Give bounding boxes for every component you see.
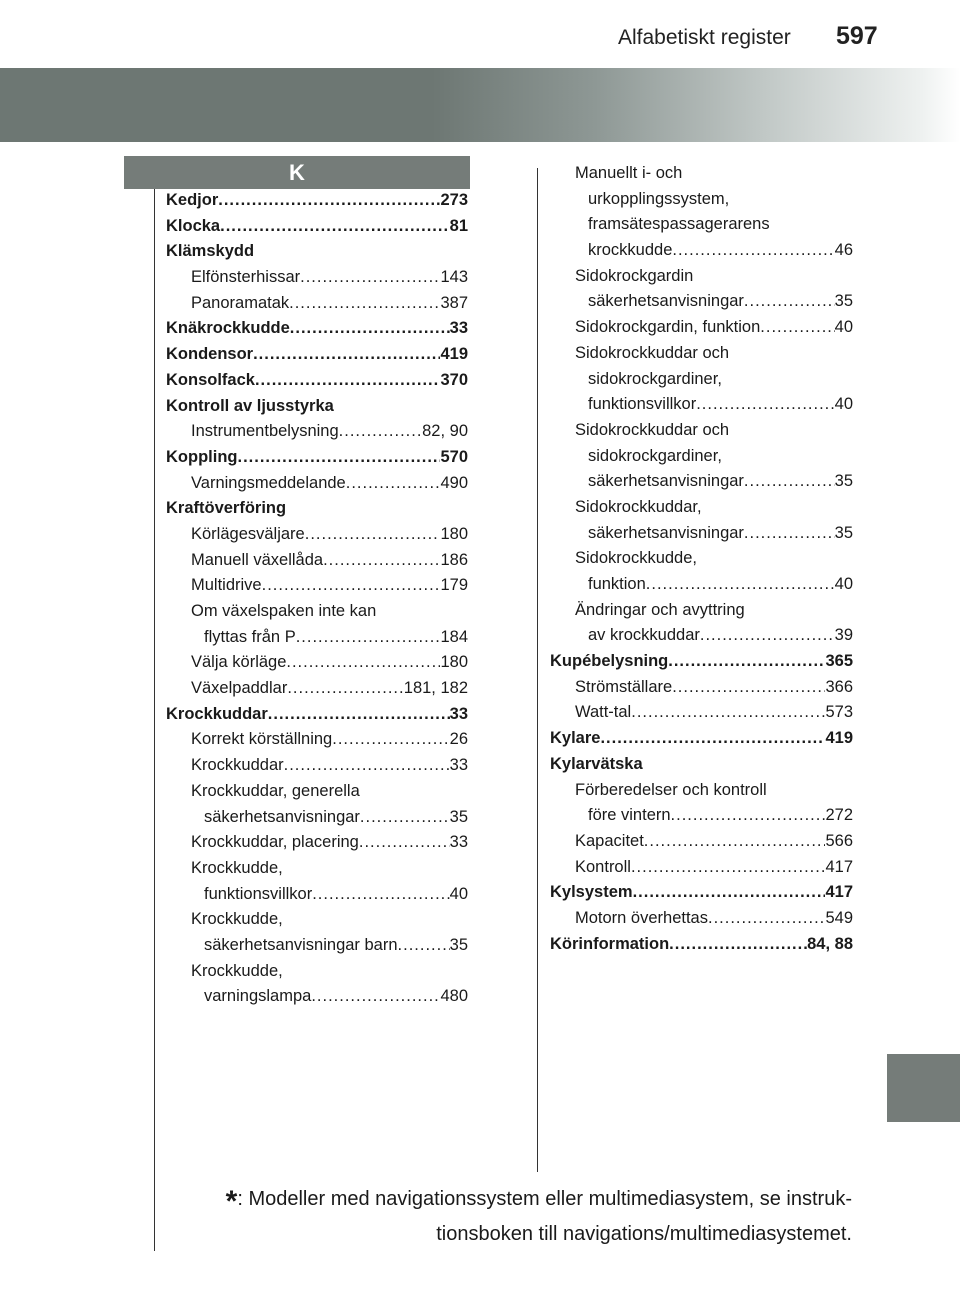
index-entry-leader [253, 342, 440, 368]
index-entry-leader [289, 291, 440, 317]
index-entry [166, 548, 468, 574]
index-entry-term: Kontroll av ljusstyrka [166, 396, 334, 415]
index-entry-leader [633, 880, 826, 906]
index-entry-term: före vintern [588, 806, 671, 825]
index-entry-term: Knäkrockkudde [166, 319, 290, 338]
index-entry-term: Sidokrockkuddar och [575, 343, 730, 362]
index-entry-page: 184 [440, 627, 468, 646]
index-entry [166, 727, 468, 753]
index-entry-term: av krockkuddar [588, 626, 700, 645]
index-entry-leader [284, 753, 450, 779]
index-entry-page: 39 [834, 626, 853, 645]
index-entry-term: Körinformation [550, 934, 670, 953]
index-entry-term: Klocka [166, 216, 221, 235]
index-entry-page: 35 [449, 807, 468, 826]
index-entry-page: 370 [440, 370, 468, 389]
index-entry [166, 933, 468, 959]
index-entry [166, 445, 468, 471]
index-entry [166, 573, 468, 599]
index-entry [166, 471, 468, 497]
index-entry-leader [332, 727, 449, 753]
index-entry [550, 161, 853, 187]
index-entry-leader [339, 419, 422, 445]
index-entry-leader [646, 572, 835, 598]
index-entry [550, 572, 853, 598]
page-number: 597 [836, 22, 878, 50]
index-entry [166, 882, 468, 908]
index-entry [166, 394, 468, 420]
index-entry-term: Manuellt i- och [575, 164, 683, 182]
index-entry [166, 342, 468, 368]
chapter-side-tab [887, 1054, 960, 1122]
index-entry-page: 35 [834, 292, 853, 311]
index-entry-page: 35 [449, 935, 468, 954]
index-entry-term: Kontroll [575, 857, 631, 876]
index-entry-term: sidokrockgardiner, [588, 369, 722, 388]
index-entry [550, 598, 853, 624]
index-entry-leader [311, 984, 440, 1010]
index-entry-leader [744, 289, 835, 315]
index-entry-term: Sidokrockkuddar, [575, 497, 702, 516]
index-entry-leader [290, 316, 450, 342]
index-entry-page: 46 [834, 241, 853, 260]
index-entry [166, 959, 468, 985]
index-entry [550, 726, 853, 752]
index-entry-page: 33 [449, 704, 468, 723]
index-entry-term: funktionsvillkor [204, 884, 313, 903]
index-entry [166, 291, 468, 317]
index-entry-term: Klämskydd [166, 242, 255, 261]
index-entry [550, 700, 853, 726]
index-entry-leader [255, 368, 441, 394]
index-entry-page: 33 [449, 319, 468, 338]
index-entry [166, 368, 468, 394]
index-entry-term: Varningsmeddelande [191, 473, 346, 492]
index-entry-term: Manuell växellåda [191, 550, 324, 569]
index-entry-leader [708, 906, 825, 932]
index-entry-leader [669, 932, 807, 958]
index-entry-term: Krockkuddar [166, 704, 268, 723]
footnote-text-1: : Modeller med navigationssystem eller multimediasystem, se instruk- [237, 1188, 852, 1210]
index-entry-term: krockkudde [588, 241, 673, 260]
index-entry-leader [346, 471, 441, 497]
index-entry-term: Kylare [550, 729, 601, 748]
index-entry-leader [671, 803, 826, 829]
index-entry-term: Koppling [166, 447, 238, 466]
footnote-line-1 [152, 1183, 852, 1218]
index-entry-leader [600, 726, 825, 752]
index-entry-term: säkerhetsanvisningar [588, 472, 744, 491]
index-entry [550, 829, 853, 855]
index-entry-leader [700, 623, 835, 649]
index-entry-page: 549 [825, 908, 853, 927]
index-entry [166, 805, 468, 831]
index-entry-page: 273 [440, 191, 468, 209]
index-entry-term: Konsolfack [166, 370, 255, 389]
index-entry-term: säkerhetsanvisningar barn [204, 935, 398, 954]
index-entry [166, 316, 468, 342]
index-entry-page: 179 [440, 576, 468, 595]
index-entry-term: Växelpaddlar [191, 679, 288, 698]
index-entry [550, 367, 853, 393]
index-entry-page: 480 [440, 987, 468, 1006]
index-entry [166, 496, 468, 522]
index-entry-term: Kapacitet [575, 831, 644, 850]
index-entry [550, 495, 853, 521]
index-entry-page: 40 [834, 395, 853, 414]
index-entry [550, 444, 853, 470]
index-entry-term: säkerhetsanvisningar [588, 292, 744, 311]
index-entry [550, 932, 853, 958]
index-entry-leader [359, 830, 450, 856]
index-entry-leader [218, 188, 440, 214]
index-entry [550, 264, 853, 290]
index-entry [550, 752, 853, 778]
index-entry-leader [296, 625, 441, 651]
index-entry-page: 26 [449, 730, 468, 749]
index-entry [166, 856, 468, 882]
page-header-title: Alfabetiskt register [618, 26, 791, 49]
index-entry [166, 650, 468, 676]
index-entry [166, 907, 468, 933]
index-entry-term: funktion [588, 575, 646, 593]
index-entry-term: Korrekt körställning [191, 730, 333, 749]
index-entry [550, 906, 853, 932]
index-entry-page: 419 [440, 345, 468, 364]
index-entry-page: 82, 90 [422, 422, 468, 441]
index-entry [166, 830, 468, 856]
index-entry-term: Panoramatak [191, 293, 290, 312]
index-entry-leader [644, 829, 826, 855]
index-entry-term: Sidokrockgardin, funktion [575, 318, 761, 337]
index-entry-leader [672, 675, 825, 701]
index-entry-leader [262, 573, 441, 599]
index-entry-term: Om växelspaken inte kan [191, 602, 377, 620]
index-entry-term: Kupébelysning [550, 652, 669, 671]
index-entry [166, 239, 468, 265]
index-column-right [550, 161, 853, 957]
index-entry [166, 676, 468, 702]
index-entry-term: Strömställare [575, 677, 673, 696]
index-entry [550, 546, 853, 572]
index-entry-term: Krockkuddar, placering [191, 833, 359, 852]
header-banner [0, 68, 960, 142]
index-entry-term: säkerhetsanvisningar [588, 523, 744, 542]
index-entry [166, 522, 468, 548]
index-entry-term: Multidrive [191, 576, 262, 595]
index-entry [550, 187, 853, 213]
footnote-marker: * [225, 1185, 238, 1218]
index-entry [166, 188, 468, 214]
index-entry-term: Sidokrockkudde, [575, 549, 697, 568]
index-entry-page: 180 [440, 524, 468, 543]
index-entry [550, 469, 853, 495]
index-entry-leader [744, 469, 835, 495]
index-entry-page: 417 [825, 857, 853, 876]
index-entry-term: framsätespassagerarens [588, 215, 770, 234]
index-entry-page: 573 [825, 703, 853, 722]
index-entry-term: Sidokrockkuddar och [575, 420, 730, 439]
index-entry-page: 365 [825, 652, 853, 671]
index-entry-page: 180 [440, 653, 468, 672]
index-entry-term: Krockkuddar [191, 756, 284, 775]
index-entry [550, 418, 853, 444]
index-entry [166, 984, 468, 1010]
index-entry-page: 181, 182 [403, 679, 468, 698]
index-entry-page: 387 [440, 293, 468, 312]
index-entry-page: 272 [825, 806, 853, 825]
index-entry [550, 341, 853, 367]
index-entry-page: 40 [834, 318, 853, 337]
index-entry-page: 566 [825, 831, 853, 850]
left-column-rule [154, 189, 155, 1251]
index-entry-leader [668, 649, 825, 675]
index-entry-leader [696, 392, 834, 418]
index-entry-term: Sidokrockgardin [575, 266, 694, 285]
index-entry-leader [237, 445, 440, 471]
index-entry-term: Förberedelser och kontroll [575, 780, 767, 799]
index-entry-page: 40 [449, 884, 468, 903]
index-entry-term: Krockkuddar, generella [191, 781, 360, 800]
index-entry-term: Kedjor [166, 191, 219, 209]
index-entry-leader [268, 702, 450, 728]
index-entry-leader [398, 933, 450, 959]
index-entry [550, 778, 853, 804]
index-entry [550, 623, 853, 649]
index-entry-term: sidokrockgardiner, [588, 446, 722, 465]
index-entry-term: funktionsvillkor [588, 395, 697, 414]
index-entry-page: 84, 88 [807, 934, 853, 953]
index-entry-page: 490 [440, 473, 468, 492]
footnote [152, 1183, 852, 1250]
index-column-left [166, 188, 468, 1010]
index-entry-page: 143 [440, 268, 468, 287]
index-entry [550, 675, 853, 701]
index-entry-leader [631, 700, 825, 726]
index-entry-term: säkerhetsanvisningar [204, 807, 360, 826]
index-entry-term: Ändringar och avyttring [575, 600, 745, 619]
index-entry-page: 40 [834, 575, 853, 593]
index-entry [166, 753, 468, 779]
index-entry [550, 855, 853, 881]
index-entry-leader [312, 882, 449, 908]
index-entry-leader [286, 650, 440, 676]
index-entry-term: Elfönsterhissar [191, 268, 301, 287]
index-entry [550, 289, 853, 315]
index-entry-leader [220, 214, 450, 240]
index-entry [550, 212, 853, 238]
index-entry-term: Motorn överhettas [575, 908, 708, 927]
index-entry-leader [305, 522, 441, 548]
index-entry-page: 33 [449, 756, 468, 775]
index-entry [166, 779, 468, 805]
section-letter-bar: K [124, 156, 470, 189]
index-entry [550, 521, 853, 547]
index-entry-page: 186 [440, 550, 468, 569]
right-column-rule [537, 168, 538, 1172]
index-entry-page: 35 [834, 523, 853, 542]
index-entry [550, 238, 853, 264]
index-entry-term: Välja körläge [191, 653, 287, 672]
index-entry [550, 392, 853, 418]
index-entry-leader [631, 855, 826, 881]
index-entry-leader [760, 315, 834, 341]
index-entry-term: Kraftöverföring [166, 499, 287, 518]
index-entry [166, 419, 468, 445]
index-entry-page: 81 [449, 216, 468, 235]
index-entry [550, 803, 853, 829]
index-entry-leader [744, 521, 835, 547]
index-entry-term: Kondensor [166, 345, 254, 364]
index-entry [166, 599, 468, 625]
index-entry-term: Instrumentbelysning [191, 422, 339, 441]
index-entry-term: varningslampa [204, 987, 312, 1006]
index-entry-page: 33 [449, 833, 468, 852]
index-entry-term: Kylsystem [550, 883, 633, 902]
index-entry [550, 315, 853, 341]
index-entry [550, 880, 853, 906]
footnote-text-2: tionsboken till navigations/multimediasystemet. [436, 1223, 852, 1245]
index-entry-term: Watt-tal [575, 703, 632, 722]
index-entry [166, 214, 468, 240]
index-entry-leader [287, 676, 403, 702]
index-entry-page: 570 [440, 447, 468, 466]
index-entry-leader [672, 238, 834, 264]
index-entry-term: Kylarvätska [550, 754, 643, 773]
index-entry-term: flyttas från P [204, 627, 296, 646]
index-entry-term: Krockkudde, [191, 961, 283, 980]
index-entry-page: 417 [825, 883, 853, 902]
index-entry [166, 702, 468, 728]
index-entry [166, 265, 468, 291]
index-entry-leader [300, 265, 440, 291]
index-entry-page: 366 [825, 677, 853, 696]
index-entry [166, 625, 468, 651]
index-entry-page: 35 [834, 472, 853, 491]
index-entry-term: urkopplingssystem, [588, 189, 730, 208]
index-entry-term: Krockkudde, [191, 910, 283, 929]
index-entry-leader [360, 805, 450, 831]
index-entry-page: 419 [825, 729, 853, 748]
index-entry-leader [323, 548, 440, 574]
index-entry [550, 649, 853, 675]
index-entry-term: Körlägesväljare [191, 524, 305, 543]
index-entry-term: Krockkudde, [191, 858, 283, 877]
